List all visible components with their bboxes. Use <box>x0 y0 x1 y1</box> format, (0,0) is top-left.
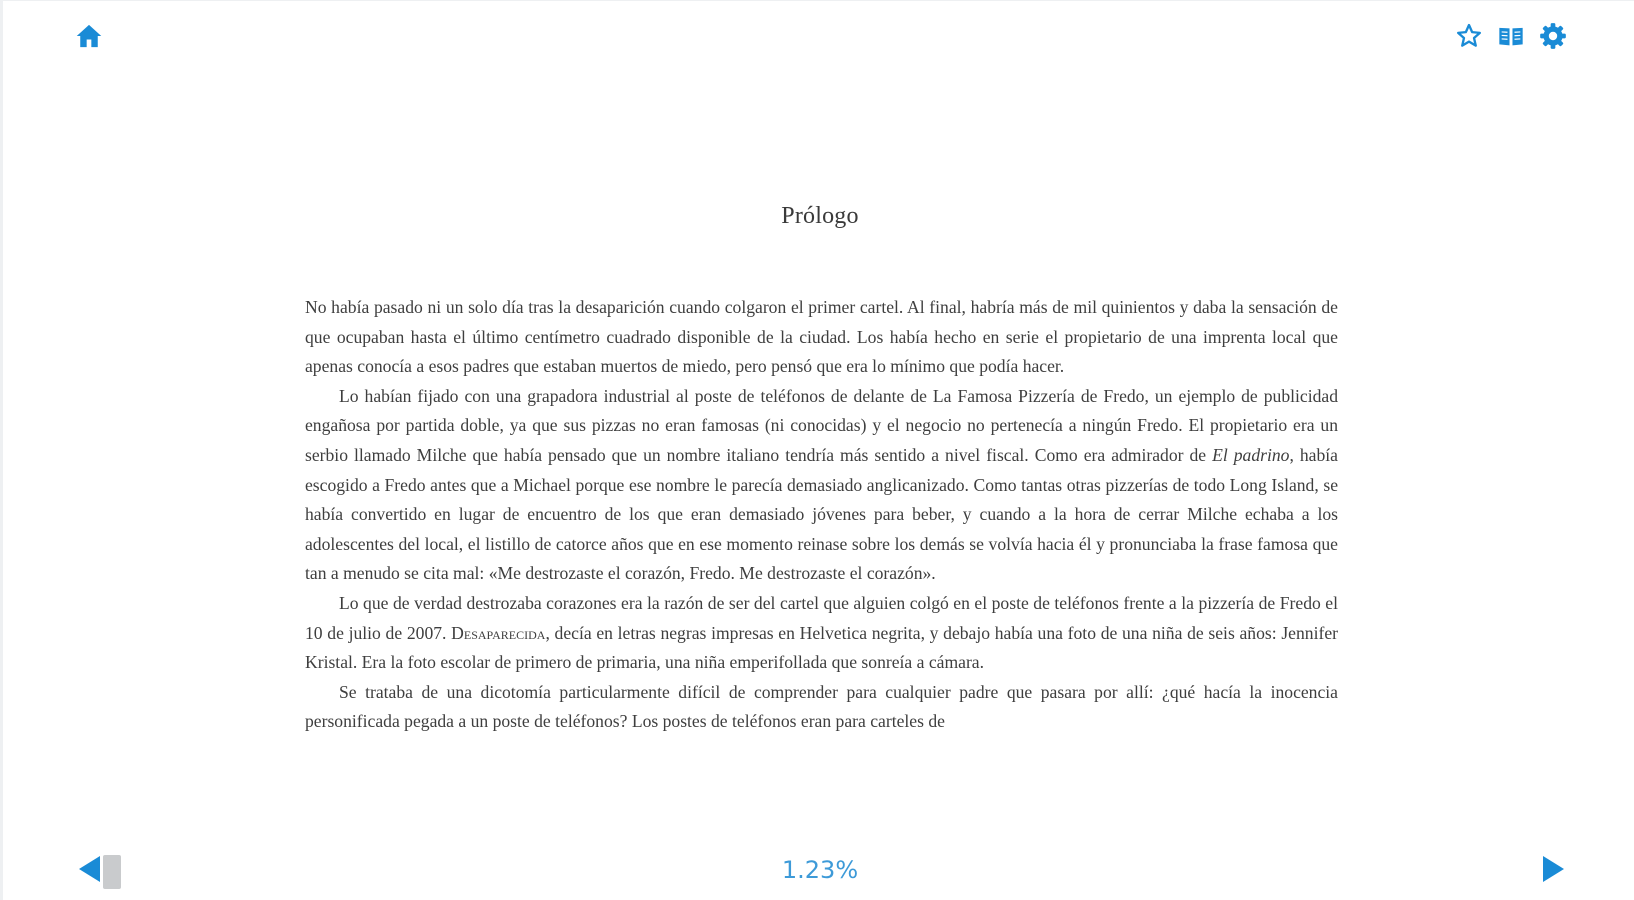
paragraph-text: , había escogido a Fredo antes que a Michael porque ese nombre le parecía demasiado anglicanizado. Como tantas otras pizzerías de todo Long Island, se había convertido en lugar de encuentro de los que eran demasiado jóvenes para beber, y cuando a la hora de cerrar Milche echaba a los adolescentes del local, el listillo de catorce años que en ese momento reinase sobre los demás se volvía hacia él y pronunciaba la frase famosa que tan a menudo se cita mal: «Me destrozaste el corazón, Fredo. Me destrozaste el corazón». <box>305 444 1338 584</box>
bookmark-button[interactable] <box>1452 19 1486 53</box>
paragraph: Se trataba de una dicotomía particularmente difícil de comprender para cualquier padre que pasara por allí: ¿qué hacía la inocencia personificada pegada a un poste de teléfonos? Los postes de teléfonos eran para carteles de <box>305 681 1338 732</box>
paragraph <box>305 382 1338 589</box>
paragraph-text: , decía en letras negras impresas en Helvetica negrita, y debajo había una foto de una niña de seis años: Jennifer Kristal. Era la foto escolar de primero de primaria, una niña emperifollada que sonreía a cámara. <box>305 622 1338 673</box>
star-outline-icon <box>1455 22 1483 50</box>
paragraph-text: Lo habían fijado con una grapadora industrial al poste de teléfonos de delante de La Famosa Pizzería de Fredo, un ejemplo de publicidad engañosa por partida doble, ya que sus pizzas no eran famosas (ni conocidas) y el negocio no pertenecía a ningún Fredo. El propietario era un serbio llamado Milche que había pensado que un nombre italiano tendría más sentido a nivel fiscal. Como era admirador de <box>305 385 1338 465</box>
paragraph-text: Lo que de verdad destrozaba corazones era la razón de ser del cartel que alguien colgó en el poste de teléfonos frente a la pizzería de Fredo el 10 de julio de 2007. <box>305 592 1338 643</box>
paragraph <box>305 589 1338 678</box>
reading-progress: 1.23% <box>781 856 859 884</box>
home-icon <box>75 22 103 50</box>
chapter-title: Prólogo <box>781 203 859 229</box>
triangle-right-icon <box>1539 853 1567 885</box>
book-title-italic: El padrino <box>1212 444 1290 465</box>
next-page-button[interactable] <box>1539 853 1575 889</box>
gear-icon <box>1539 22 1567 50</box>
small-caps-word: Desaparecida <box>451 622 546 643</box>
paragraph: No había pasado ni un solo día tras la desaparición cuando colgaron el primer cartel. Al final, habría más de mil quinientos y daba la sensación de que ocupaban hasta el último centímetro cuadrado disponible de la ciudad. Los había hecho en serie el propietario de una imprenta local que apenas conocía a esos padres que estaban muertos de miedo, pero pensó que era lo mínimo que podía hacer. <box>305 297 1338 377</box>
reading-page <box>305 293 1338 839</box>
table-of-contents-button[interactable] <box>1494 19 1528 53</box>
settings-button[interactable] <box>1536 19 1570 53</box>
book-icon <box>1497 22 1525 50</box>
home-button[interactable] <box>72 19 106 53</box>
